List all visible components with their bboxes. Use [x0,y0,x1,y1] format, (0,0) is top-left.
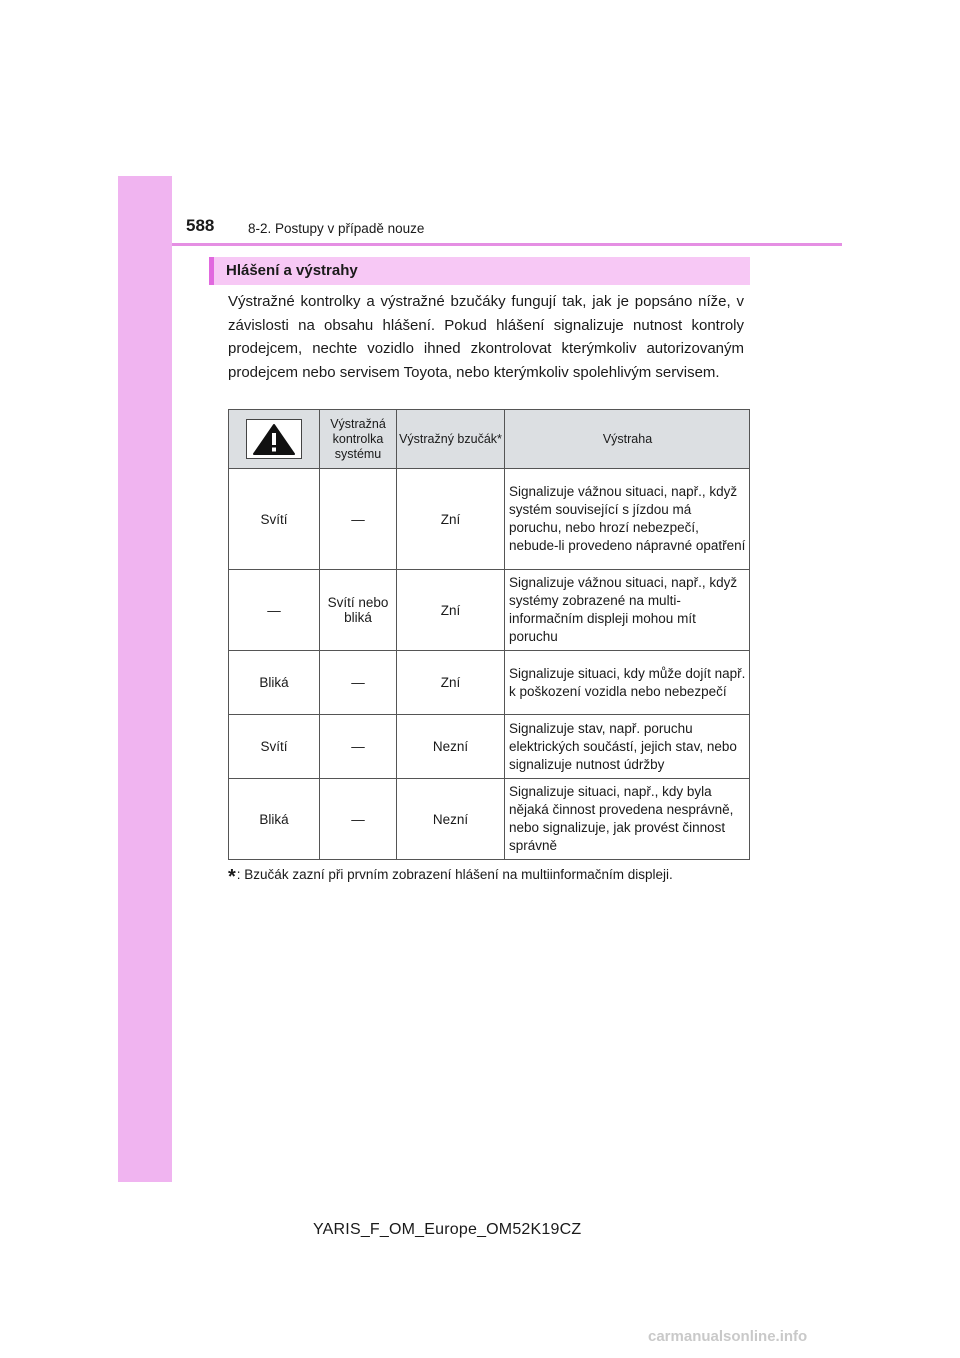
intro-paragraph: Výstražné kontrolky a výstražné bzučáky fungují tak, jak je popsáno níže, v závislosti na obsahu hlášení. Pokud hlášení signalizuje nutnost kontroly prodejcem, nechte vozidlo ihned zkontrolovat kterýmkoliv autorizovaným prodejcem nebo servisem Toyota, nebo kterýmkoliv spolehlivým servisem. [228,293,744,381]
master-light-cell: Bliká [229,651,320,715]
document-code: YARIS_F_OM_Europe_OM52K19CZ [313,1221,582,1238]
footnote [228,866,673,889]
warning-cell: Signalizuje situaci, např., kdy byla nějaká činnost provedena nesprávně, nebo signalizuje, jak provést činnost správně [505,779,750,860]
table-row [229,469,750,570]
buzzer-cell: Nezní [397,779,505,860]
buzzer-cell: Zní [397,651,505,715]
warning-table [228,409,750,860]
system-light-cell: — [320,715,397,779]
warning-cell: Signalizuje vážnou situaci, např., když systémy zobrazené na multi-informačním displeji mohou mít poruchu [505,570,750,651]
system-light-cell: — [320,779,397,860]
master-light-cell: Svítí [229,715,320,779]
buzzer-cell: Nezní [397,715,505,779]
page-number: 588 [186,216,215,235]
side-color-band [118,176,172,1182]
table-header-row [229,410,750,469]
warning-cell: Signalizuje vážnou situaci, např., když systém související s jízdou má poruchu, nebo hrozí nebezpečí, nebude-li provedeno nápravné opatření [505,469,750,570]
chapter-title: 8-2. Postupy v případě nouze [248,221,425,236]
table-row [229,779,750,860]
header-warning: Výstraha [505,410,750,469]
table-row [229,651,750,715]
warning-cell: Signalizuje stav, např. poruchu elektrických součástí, jejich stav, nebo signalizuje nutnost údržby [505,715,750,779]
header-buzzer: Výstražný bzučák* [397,410,505,469]
section-heading: Hlášení a výstrahy [209,257,750,285]
footnote-text: : Bzučák zazní při prvním zobrazení hlášení na multiinformačním displeji. [236,867,673,882]
header-rule [172,243,842,246]
system-light-cell: — [320,651,397,715]
master-light-cell: Svítí [229,469,320,570]
warning-triangle-icon [246,419,302,459]
warning-cell: Signalizuje situaci, kdy může dojít např. k poškození vozidla nebo nebezpečí [505,651,750,715]
master-light-cell: Bliká [229,779,320,860]
buzzer-cell: Zní [397,469,505,570]
system-light-cell: — [320,469,397,570]
system-light-cell: Svítí nebo bliká [320,570,397,651]
table-row [229,715,750,779]
table-row [229,570,750,651]
watermark-text: carmanualsonline.info [648,1328,808,1345]
buzzer-cell: Zní [397,570,505,651]
header-icon-cell [229,410,320,469]
master-light-cell: — [229,570,320,651]
footnote-mark: * [228,866,236,888]
header-system-light: Výstražná kontrolka systému [320,410,397,469]
